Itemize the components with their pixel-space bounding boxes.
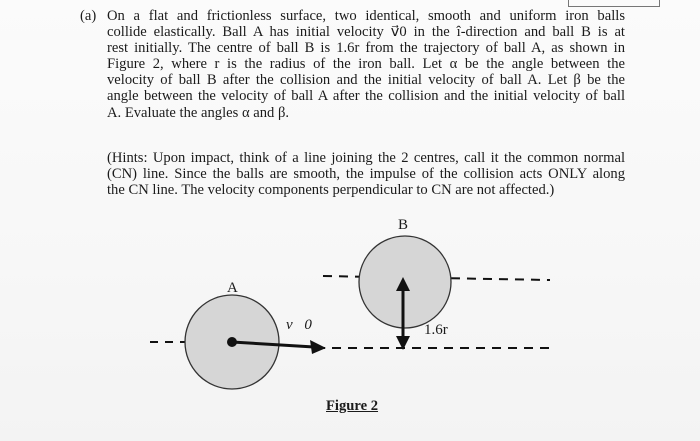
distance-label: 1.6r <box>424 322 448 338</box>
hint-line: the CN line. The velocity components perpendicular to CN are not affected.) <box>107 182 555 199</box>
question-body-line: On a flat and frictionless surface, two identical, smooth and uniform iron balls <box>107 8 625 24</box>
velocity-label: v⃗0 <box>286 317 312 333</box>
ball-a-label: A <box>227 280 238 296</box>
ball-b-label: B <box>398 217 409 233</box>
figure-2 <box>140 210 560 430</box>
question-part-label: (a) <box>80 8 97 24</box>
question-body-line: A. Evaluate the angles α and β. <box>107 104 290 121</box>
question-body-line: rest initially. The centre of ball B is 1.6r from the trajectory of ball A, as shown in <box>107 40 625 57</box>
collision-diagram <box>140 210 560 430</box>
question-hint <box>107 150 625 198</box>
question-body-line: velocity of ball B after the collision and the initial velocity of ball A. Let β be the <box>107 72 625 89</box>
question-body-line: angle between the velocity of ball A after the collision and the initial velocity of ball <box>107 88 625 105</box>
velocity-arrowhead <box>310 340 326 354</box>
question-body-line: collide elastically. Ball A has initial velocity v⃗0 in the î-direction and ball B is at <box>107 24 625 41</box>
page-top-box <box>568 0 660 7</box>
hint-line: (CN) line. Since the balls are smooth, the impulse of the collision acts ONLY along <box>107 166 625 183</box>
hint-line: (Hints: Upon impact, think of a line joining the 2 centres, call it the common normal <box>107 150 625 166</box>
question-body <box>107 8 625 121</box>
figure-caption: Figure 2 <box>326 398 379 414</box>
question-body-line: Figure 2, where r is the radius of the iron ball. Let α be the angle between the <box>107 56 625 73</box>
